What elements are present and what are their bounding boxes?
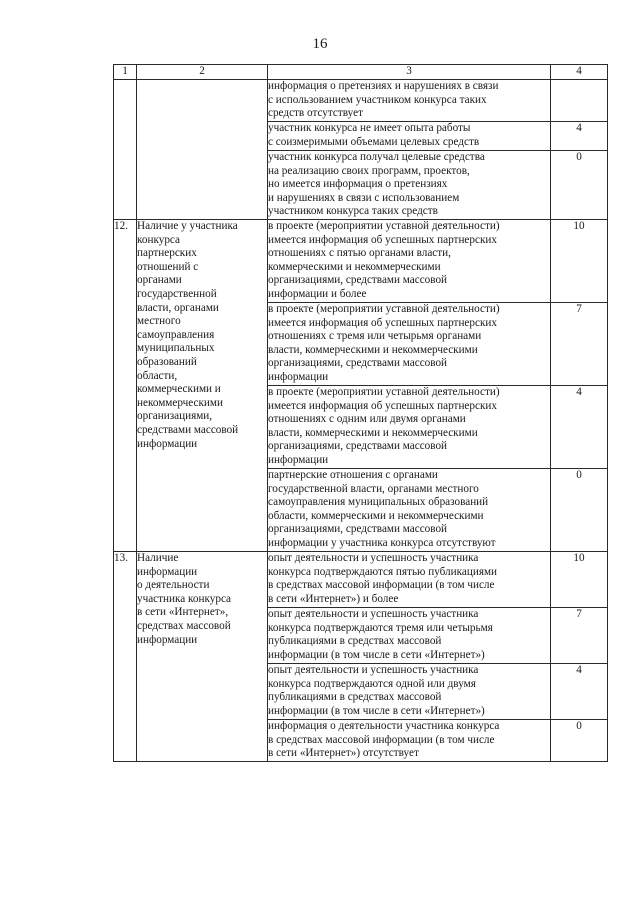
score-cell: 4 bbox=[551, 122, 608, 151]
score-cell: 7 bbox=[551, 303, 608, 386]
page-number: 16 bbox=[312, 36, 328, 52]
score-cell bbox=[551, 80, 608, 122]
description-cell: информация о деятельности участника конкурса в средствах массовой информации (в том числе в сети «Интернет») отсутствует bbox=[268, 720, 551, 762]
score-cell: 0 bbox=[551, 469, 608, 552]
description-cell: опыт деятельности и успешность участника конкурса подтверждаются тремя или четырьмя публикациями в средствах массовой информации (в том числе в сети «Интернет») bbox=[268, 608, 551, 664]
table-row bbox=[114, 552, 608, 608]
description-cell: в проекте (мероприятии уставной деятельности) имеется информация об успешных партнерских отношениях с пятью органами власти, коммерческими и некоммерческими организациями, средствами массовой информации и более bbox=[268, 220, 551, 303]
description-cell: участник конкурса не имеет опыта работы с соизмеримыми объемами целевых средств bbox=[268, 122, 551, 151]
score-cell: 7 bbox=[551, 608, 608, 664]
description-cell: в проекте (мероприятии уставной деятельности) имеется информация об успешных партнерских отношениях с одним или двумя органами власти, коммерческими и некоммерческими организациями, средствами массовой информации bbox=[268, 386, 551, 469]
header-col-3: 3 bbox=[268, 65, 551, 80]
header-col-1: 1 bbox=[114, 65, 137, 80]
table-row bbox=[114, 220, 608, 303]
criterion-cell: Наличие у участника конкурса партнерских отношений с органами государственной власти, органами местного самоуправления муниципальных образований области, коммерческими и некоммерческими организациями, средствами массовой информации bbox=[137, 220, 268, 552]
score-cell: 0 bbox=[551, 720, 608, 762]
description-cell: опыт деятельности и успешность участника конкурса подтверждаются пятью публикациями в средствах массовой информации (в том числе в сети «Интернет») и более bbox=[268, 552, 551, 608]
score-cell: 10 bbox=[551, 220, 608, 303]
description-cell: партнерские отношения с органами государственной власти, органами местного самоуправления муниципальных образований области, коммерческими и некоммерческими организациями, средствами массовой информации у участника конкурса отсутствуют bbox=[268, 469, 551, 552]
score-cell: 10 bbox=[551, 552, 608, 608]
header-col-4: 4 bbox=[551, 65, 608, 80]
criterion-cell: Наличие информации о деятельности участника конкурса в сети «Интернет», средствах массовой информации bbox=[137, 552, 268, 762]
criterion-cell bbox=[137, 80, 268, 220]
score-cell: 4 bbox=[551, 386, 608, 469]
score-cell: 0 bbox=[551, 151, 608, 220]
table-header-row bbox=[114, 65, 608, 80]
row-number-cell: 13. bbox=[114, 552, 137, 762]
score-cell: 4 bbox=[551, 664, 608, 720]
description-cell: участник конкурса получал целевые средства на реализацию своих программ, проектов, но имеется информация о претензиях и нарушениях в связи с использованием участником конкурса таких средств bbox=[268, 151, 551, 220]
description-cell: информация о претензиях и нарушениях в связи с использованием участником конкурса таких средств отсутствует bbox=[268, 80, 551, 122]
row-number-cell: 12. bbox=[114, 220, 137, 552]
criteria-table bbox=[113, 64, 608, 762]
header-col-2: 2 bbox=[137, 65, 268, 80]
row-number-cell bbox=[114, 80, 137, 220]
description-cell: в проекте (мероприятии уставной деятельности) имеется информация об успешных партнерских отношениях с тремя или четырьмя органами власти, коммерческими и некоммерческими организациями, средствами массовой информации bbox=[268, 303, 551, 386]
description-cell: опыт деятельности и успешность участника конкурса подтверждаются одной или двумя публикациями в средствах массовой информации (в том числе в сети «Интернет») bbox=[268, 664, 551, 720]
table-row bbox=[114, 80, 608, 122]
